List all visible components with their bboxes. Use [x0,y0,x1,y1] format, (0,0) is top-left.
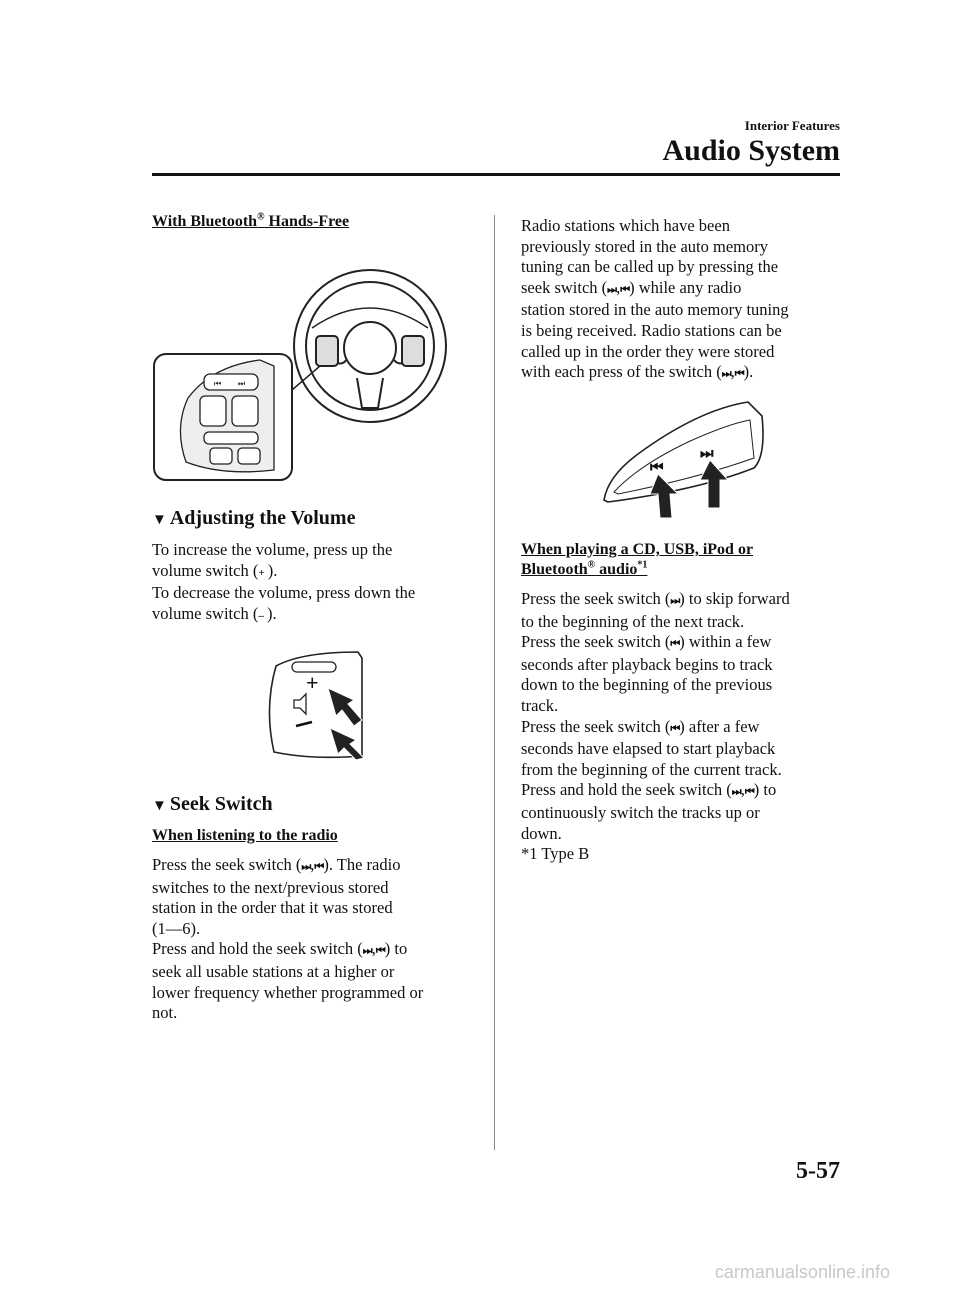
header-rule [152,173,840,176]
next-track-icon: ⏭ [670,595,680,607]
previous-track-icon: ⏮ [670,722,680,735]
section-label: Interior Features [744,118,840,133]
footnote: *1 Type B [521,844,590,864]
page-number: 5-57 [796,1158,840,1184]
watermark: carmanualsonline.info [714,1262,890,1282]
previous-track-icon: ⏮ [744,786,754,799]
plus-icon: + [258,566,264,579]
next-track-icon: ⏭ [607,283,617,296]
previous-track-icon: ⏮ [670,638,680,651]
seek-switch-illustration [598,396,768,520]
previous-track-icon: ⏮ [650,460,664,476]
previous-track-icon: ⏮ [734,368,744,381]
svg-text:⏮: ⏮ [214,379,222,388]
radio-subheading: When listening to the radio [152,827,338,844]
bluetooth-handsfree-heading: With Bluetooth® Hands-Free [152,211,350,230]
adjust-volume-heading: ▼ Adjusting the Volume [152,507,356,529]
cd-usb-heading: When playing a CD, USB, iPod or Bluetooth® audio$^{*1}$ [521,541,754,578]
auto-memory-text: Radio stations which have been previously stored in the auto memory tuning can be called up by pressing the seek switch (⏭,⏮) while any radio station stored in the auto memory tuning is being received. Radio stations can be called up in the order they were stored with each press of the switch (⏭,⏮). [521,216,789,382]
volume-plus-icon: + [306,670,319,695]
next-track-icon: ⏭ [721,368,731,381]
svg-text:⏭: ⏭ [238,379,246,388]
next-track-icon: ⏭ [700,446,714,462]
steering-wheel-illustration [152,248,470,486]
triangle-icon: ▼ [152,798,167,814]
next-track-icon: ⏭ [731,786,741,799]
next-track-icon: ⏭ [301,861,311,873]
previous-track-icon: ⏮ [620,283,630,296]
minus-icon: – [258,609,263,622]
volume-switch-illustration [262,648,372,760]
previous-track-icon: ⏮ [375,945,385,958]
triangle-icon: ▼ [152,512,167,528]
seek-switch-heading: ▼ Seek Switch [152,793,273,815]
page-title: Audio System [662,134,840,167]
adjust-volume-text: To increase the volume, press up the volume switch (+ ). To decrease the volume, press down the volume switch (– ). [152,540,416,623]
steering-wheel-icon [294,270,446,422]
previous-track-icon: ⏮ [314,861,324,873]
column-divider [494,215,495,1150]
radio-seek-text: Press the seek switch (⏭,⏮). The radio switches to the next/previous stored station in the order that it was stored (1―6). Press and hold the seek switch (⏭,⏮) to seek all usable stations at a higher or lower frequency whether programmed or not. [152,855,424,1023]
cd-seek-text: Press the seek switch (⏭) to skip forward to the beginning of the next track. Press the seek switch (⏮) within a few seconds after playback begins to track down to the beginning of the previous track. Press the seek switch (⏮) after a few seconds have elapsed to start playback from the beginning of the current track. Press and hold the seek switch (⏭,⏮) to continuously switch the tracks up or down. *1 Type B [521,589,846,865]
next-track-icon: ⏭ [362,945,372,958]
